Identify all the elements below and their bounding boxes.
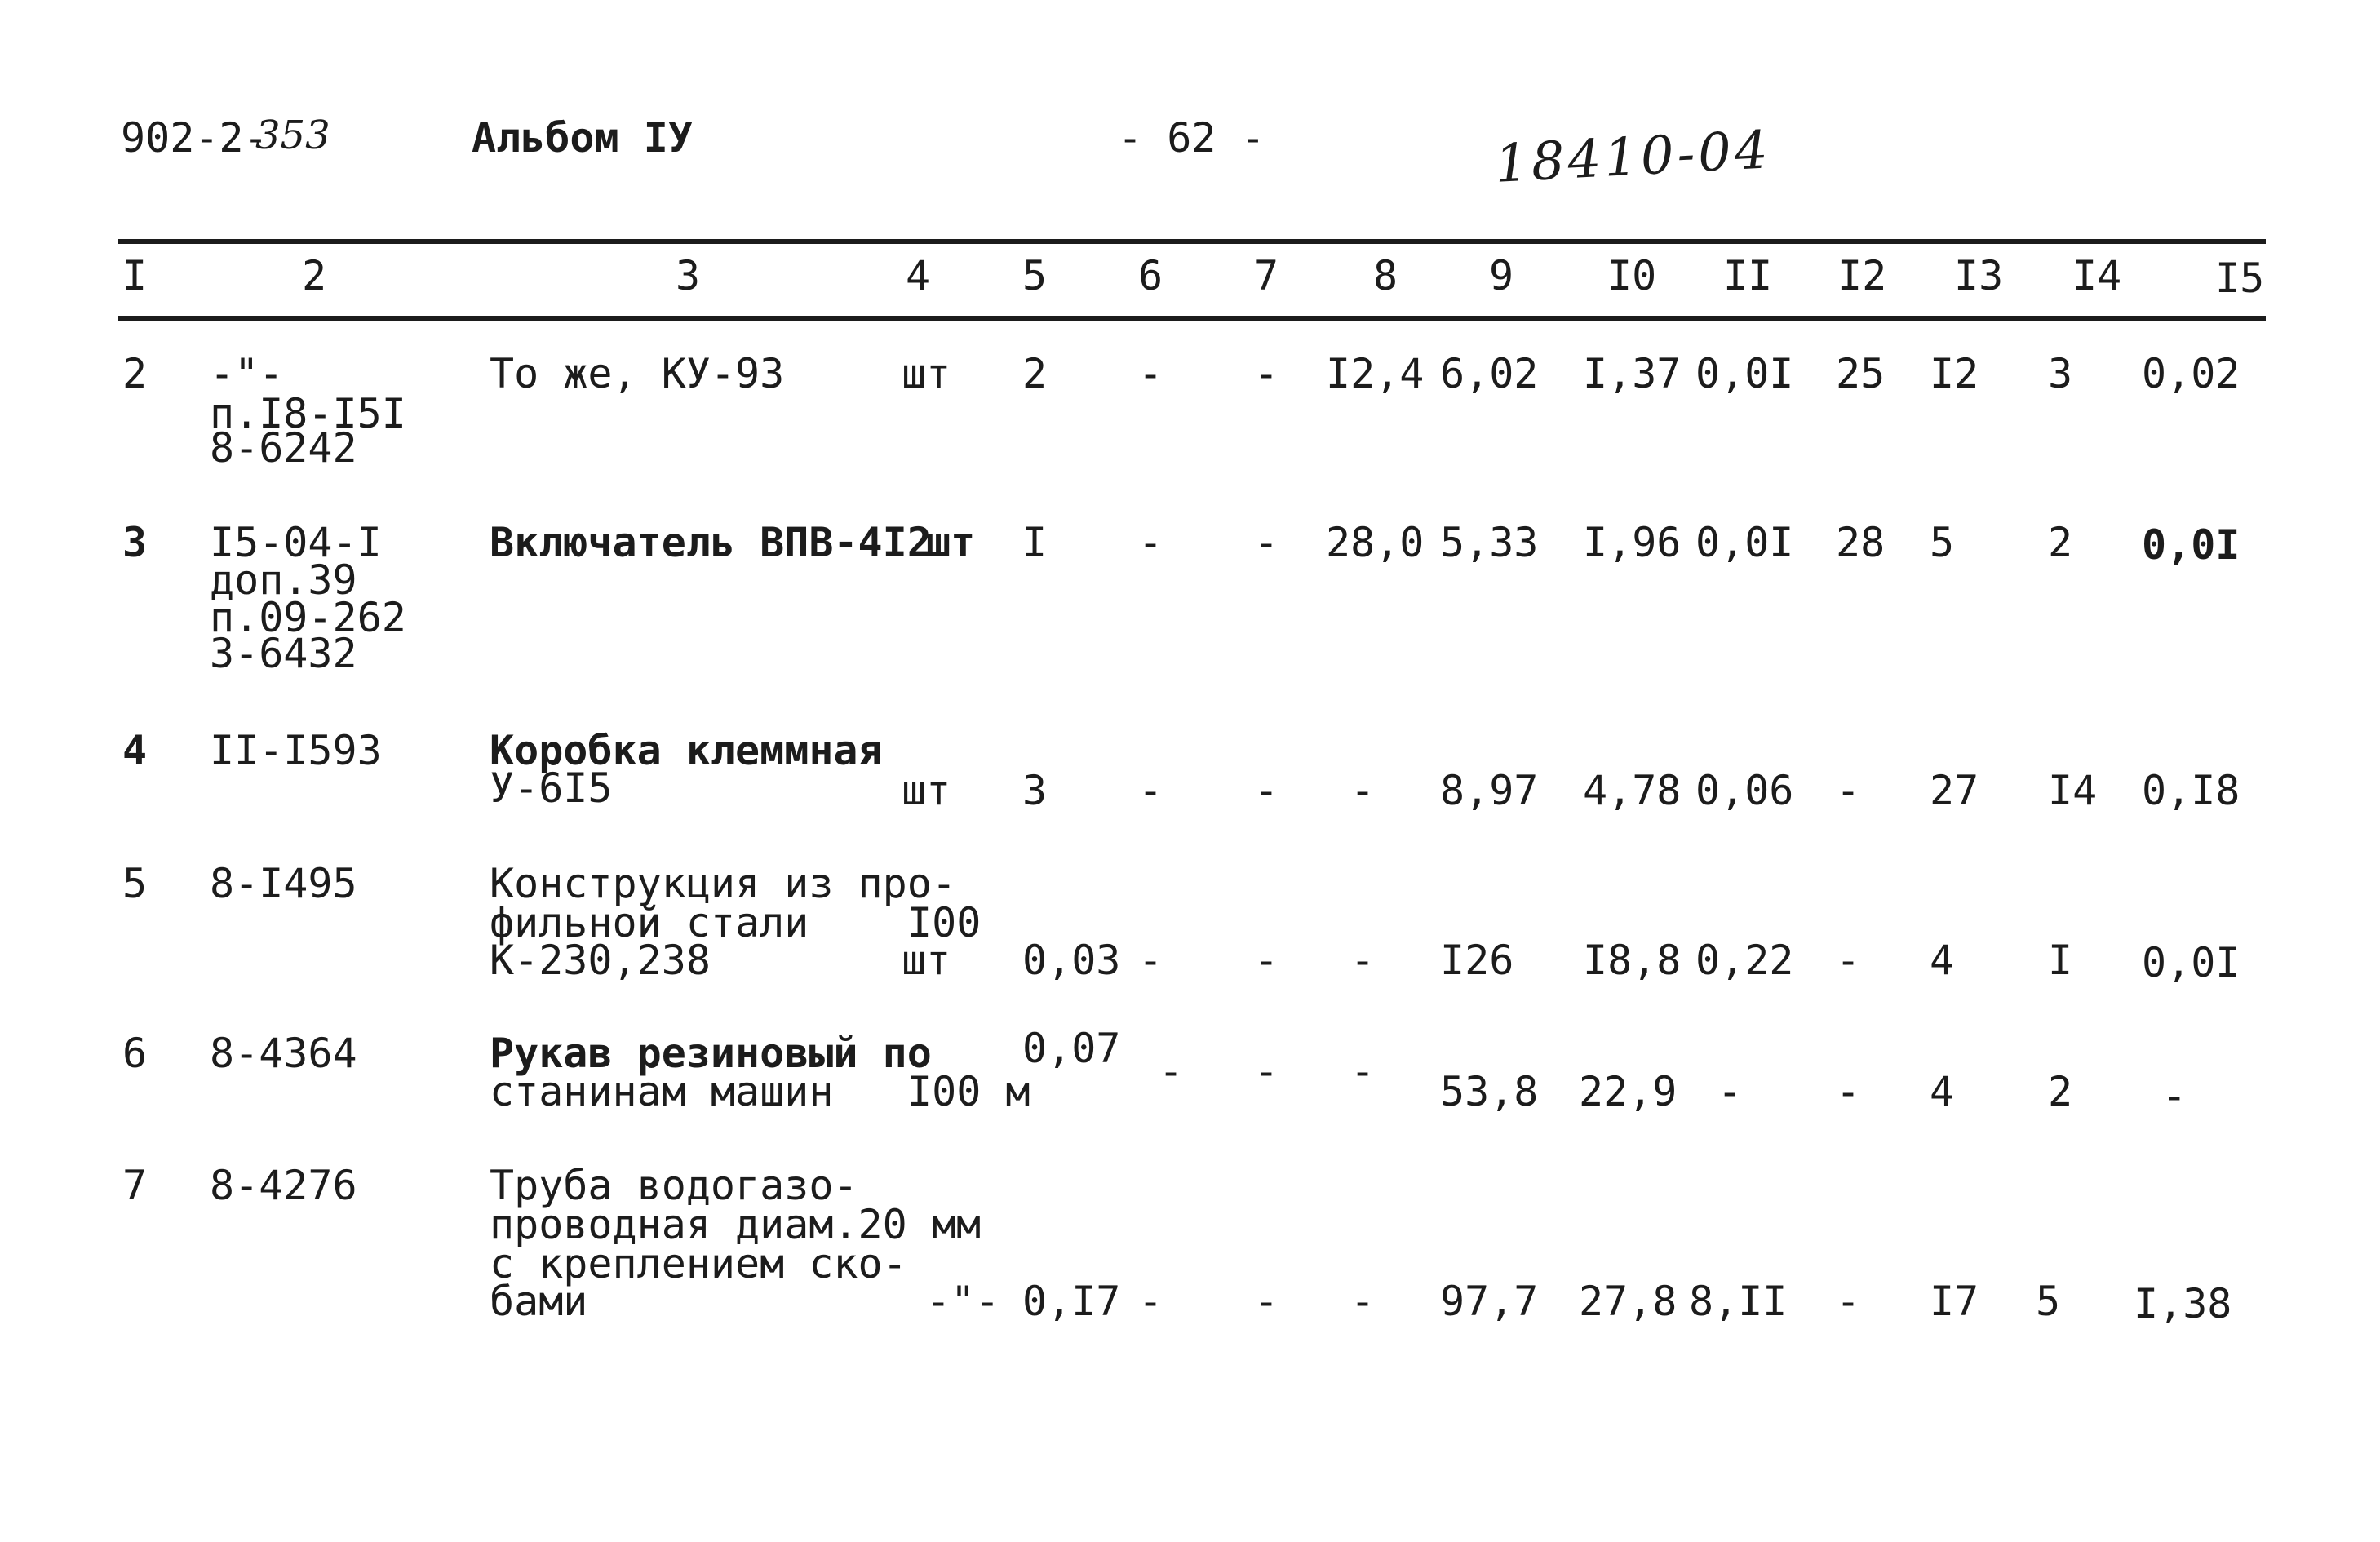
quantity: 0,I7 [1022, 1278, 1121, 1325]
handwritten-stamp: 18410-04 [1493, 120, 1773, 195]
item-name: станинам машин [490, 1068, 834, 1115]
column-header: I [122, 252, 148, 299]
cell-col6: - [1138, 1278, 1163, 1325]
cell-col11: - [1717, 1068, 1743, 1115]
unit: I00 м [907, 1068, 1030, 1115]
cell-col11: 0,0I [1695, 519, 1794, 566]
quantity: 2 [1022, 350, 1048, 397]
column-header: 3 [676, 252, 701, 299]
cell-col14: I4 [2048, 767, 2098, 814]
column-header: I3 [1954, 252, 2004, 299]
cell-col10: 27,8 [1579, 1278, 1678, 1325]
quantity: 0,03 [1022, 937, 1121, 984]
item-name: с креплением ско- [490, 1240, 907, 1287]
reference-code: 3-6432 [210, 630, 357, 677]
cell-col12: 28 [1836, 519, 1886, 566]
row-number: 6 [122, 1030, 148, 1077]
reference-code: I5-04-I [210, 519, 382, 566]
reference-code: -"- [210, 350, 284, 397]
cell-col11: 0,22 [1695, 937, 1794, 984]
row-number: 7 [122, 1162, 148, 1209]
cell-col13: 4 [1930, 1068, 1955, 1115]
column-header: 8 [1373, 252, 1398, 299]
item-name: Конструкция из про- [490, 860, 956, 907]
cell-col6: - [1159, 1048, 1184, 1095]
cell-col15: I,38 [2134, 1280, 2232, 1327]
cell-col15: 0,02 [2142, 350, 2240, 397]
item-name: Коробка клеммная [490, 727, 883, 774]
cell-col15: 0,I8 [2142, 767, 2240, 814]
cell-col6: - [1138, 767, 1163, 814]
cell-col12: 25 [1836, 350, 1886, 397]
item-name: Труба водогазо- [490, 1162, 858, 1209]
column-header: II [1723, 252, 1773, 299]
cell-col6: - [1138, 937, 1163, 984]
item-name: У-6I5 [490, 764, 613, 812]
unit: шт [902, 350, 951, 397]
item-name: фильной стали [490, 899, 809, 946]
cell-col9: 53,8 [1440, 1068, 1539, 1115]
cell-col11: 8,II [1689, 1278, 1788, 1325]
column-header: 7 [1254, 252, 1279, 299]
reference-code: п.I8-I5I [210, 390, 406, 437]
unit: -"- [926, 1278, 1000, 1325]
column-header: I2 [1837, 252, 1887, 299]
row-number: 3 [122, 519, 148, 566]
header-bottom-rule [118, 316, 2266, 321]
column-header: I5 [2215, 255, 2265, 302]
cell-col11: 0,0I [1695, 350, 1794, 397]
cell-col12: - [1836, 937, 1861, 984]
cell-col8: - [1350, 1048, 1376, 1095]
cell-col7: - [1254, 1048, 1279, 1095]
unit: шт [902, 937, 951, 984]
cell-col8: - [1350, 767, 1376, 814]
header-top-rule [118, 239, 2266, 244]
cell-col10: 4,78 [1583, 767, 1682, 814]
reference-code: 8-4364 [210, 1030, 357, 1077]
reference-code: 8-I495 [210, 860, 357, 907]
cell-col6: - [1138, 350, 1163, 397]
cell-col12: - [1836, 1068, 1861, 1115]
unit: I00 [907, 899, 982, 946]
reference-code: 8-4276 [210, 1162, 357, 1209]
column-header: I0 [1607, 252, 1657, 299]
page-number: - 62 - [1118, 114, 1265, 162]
item-name: Рукав резиновый по [490, 1030, 932, 1077]
cell-col12: - [1836, 1278, 1861, 1325]
reference-code: II-I593 [210, 727, 382, 774]
quantity: 0,07 [1022, 1025, 1121, 1072]
cell-col10: I,96 [1583, 519, 1682, 566]
item-name: бами [490, 1278, 588, 1325]
cell-col9: 6,02 [1440, 350, 1539, 397]
item-name: Включатель ВПВ-4I2 [490, 519, 932, 566]
cell-col13: 27 [1930, 767, 1979, 814]
cell-col14: 2 [2048, 519, 2073, 566]
cell-col15: 0,0I [2142, 939, 2240, 986]
column-header: I4 [2072, 252, 2122, 299]
column-header: 4 [906, 252, 931, 299]
document-code-handwritten: 353 [255, 113, 330, 158]
cell-col10: I,37 [1583, 350, 1682, 397]
item-name: проводная диам.20 мм [490, 1201, 982, 1248]
cell-col7: - [1254, 1278, 1279, 1325]
cell-col14: 5 [2036, 1278, 2061, 1325]
row-number: 2 [122, 350, 148, 397]
cell-col13: 5 [1930, 519, 1955, 566]
cell-col15: - [2162, 1072, 2187, 1119]
unit: шт [902, 767, 951, 814]
cell-col7: - [1254, 350, 1279, 397]
document-code: 902-2- [121, 114, 268, 162]
unit: шт [926, 519, 976, 566]
cell-col14: I [2048, 937, 2073, 984]
cell-col11: 0,06 [1695, 767, 1794, 814]
item-name: То же, КУ-93 [490, 350, 785, 397]
cell-col13: I7 [1930, 1278, 1979, 1325]
cell-col7: - [1254, 937, 1279, 984]
cell-col14: 2 [2048, 1068, 2073, 1115]
cell-col12: - [1836, 767, 1861, 814]
cell-col7: - [1254, 519, 1279, 566]
cell-col10: 22,9 [1579, 1068, 1678, 1115]
item-name: К-230,238 [490, 937, 711, 984]
quantity: 3 [1022, 767, 1048, 814]
quantity: I [1022, 519, 1048, 566]
cell-col9: 97,7 [1440, 1278, 1539, 1325]
cell-col6: - [1138, 519, 1163, 566]
cell-col14: 3 [2048, 350, 2073, 397]
cell-col8: I2,4 [1326, 350, 1425, 397]
column-header: 2 [302, 252, 327, 299]
cell-col7: - [1254, 767, 1279, 814]
row-number: 5 [122, 860, 148, 907]
column-header: 6 [1138, 252, 1163, 299]
cell-col8: - [1350, 1278, 1376, 1325]
album-title: Альбом IУ [472, 114, 693, 162]
reference-code: 8-6242 [210, 424, 357, 472]
reference-code: п.09-262 [210, 594, 406, 641]
cell-col9: 8,97 [1440, 767, 1539, 814]
cell-col10: I8,8 [1583, 937, 1682, 984]
cell-col8: 28,0 [1326, 519, 1425, 566]
cell-col15: 0,0I [2142, 521, 2240, 569]
reference-code: доп.39 [210, 556, 357, 604]
cell-col9: 5,33 [1440, 519, 1539, 566]
cell-col13: 4 [1930, 937, 1955, 984]
column-header: 9 [1489, 252, 1514, 299]
column-header: 5 [1022, 252, 1048, 299]
row-number: 4 [122, 727, 148, 774]
cell-col9: I26 [1440, 937, 1514, 984]
cell-col13: I2 [1930, 350, 1979, 397]
cell-col8: - [1350, 937, 1376, 984]
